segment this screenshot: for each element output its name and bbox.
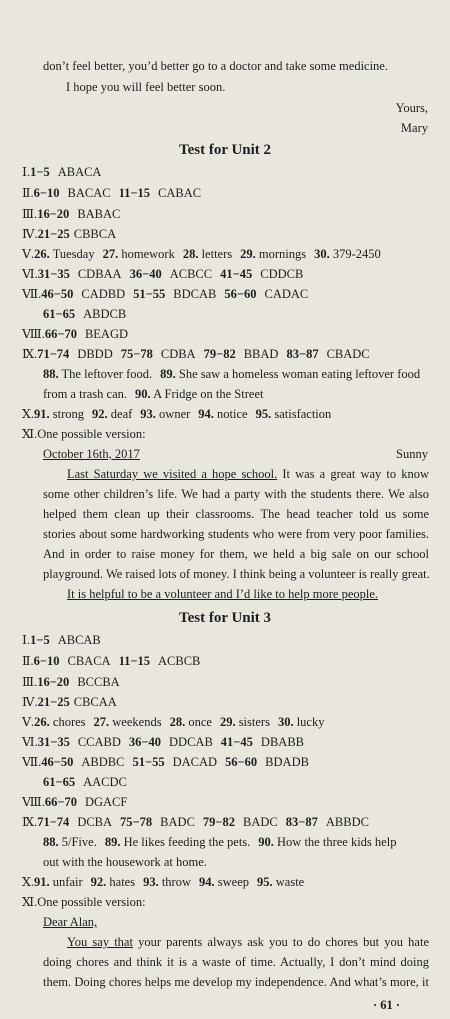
essay-line: some other children’s life. We had a party with the students there. We also <box>43 487 429 501</box>
answer-row: Ⅶ.46−50 CADBD 51−55 BDCAB 56−60 CADAC <box>22 287 309 301</box>
answer-row: Ⅲ.16−20 BABAC <box>22 207 121 221</box>
answer-row: Ⅷ.66−70 DGACF <box>22 795 128 809</box>
answer-row: Ⅳ.21−25 CBCAA <box>22 695 117 709</box>
page-number: · 61 · <box>373 998 401 1012</box>
essay-line: It is helpful to be a volunteer and I’d like to help more people. <box>67 587 379 601</box>
answer-row: Ⅺ.One possible version: <box>22 427 146 441</box>
answer-row: Ⅹ.91. strong 92. deaf 93. owner 94. notice 95. satisfaction <box>22 407 332 421</box>
essay-line: playground. We raised lots of money. I think being a volunteer is really great. <box>43 567 430 581</box>
essay-line: You say that your parents always ask you to do chores but you hate <box>67 935 429 949</box>
answer-row: Ⅵ.31−35 CDBAA 36−40 ACBCC 41−45 CDDCB <box>22 267 304 281</box>
answer-row: Ⅳ.21−25 CBBCA <box>22 227 117 241</box>
answer-row: Ⅴ.26. Tuesday 27. homework 28. letters 29. mornings 30. 379-2450 <box>22 247 381 261</box>
answer-row: Ⅰ.1−5 ABACA <box>22 165 102 179</box>
letter-closing: Yours, <box>395 101 428 115</box>
letter-line: I hope you will feel better soon. <box>66 80 226 94</box>
answer-row: Ⅱ.6−10 CBACA 11−15 ACBCB <box>22 654 201 668</box>
answer-row: Ⅸ.71−74 DCBA 75−78 BADC 79−82 BADC 83−87 ABBDC <box>22 815 369 829</box>
answer-row: 61−65 ABDCB <box>43 307 127 321</box>
section-title-unit-3: Test for Unit 3 <box>178 610 272 626</box>
section-title-unit-2: Test for Unit 2 <box>178 142 272 158</box>
answer-row: Ⅹ.91. unfair 92. hates 93. throw 94. sweep 95. waste <box>22 875 305 889</box>
answer-row: from a trash can. 90. A Fridge on the Street <box>43 387 264 401</box>
letter-signature: Mary <box>400 121 428 135</box>
essay-line: Last Saturday we visited a hope school. It was a great way to know <box>67 467 430 481</box>
answer-row: 88. The leftover food. 89. She saw a homeless woman eating leftover food <box>43 367 421 381</box>
answer-row: out with the housework at home. <box>43 855 207 869</box>
essay-line: And in order to raise money for them, we held a big sale on our school <box>43 547 429 561</box>
essay-date: October 16th, 2017 <box>43 447 140 461</box>
answer-row: 61−65 AACDC <box>43 775 127 789</box>
essay-line: stories about some hardworking students who were from very poor families. <box>43 527 429 541</box>
answer-row: Ⅷ.66−70 BEAGD <box>22 327 129 341</box>
answer-row: Ⅺ.One possible version: <box>22 895 146 909</box>
answer-row: Ⅰ.1−5 ABCAB <box>22 633 101 647</box>
letter-line: don’t feel better, you’d better go to a doctor and take some medicine. <box>43 59 388 73</box>
essay-line: them. Doing chores helps me develop my independence. And what’s more, it <box>43 975 429 989</box>
answer-row: Ⅴ.26. chores 27. weekends 28. once 29. sisters 30. lucky <box>22 715 325 729</box>
answer-row: 88. 5/Five. 89. He likes feeding the pets. 90. How the three kids help <box>43 835 397 849</box>
answer-row: Ⅸ.71−74 DBDD 75−78 CDBA 79−82 BBAD 83−87 CBADC <box>22 347 370 361</box>
letter-greeting: Dear Alan, <box>43 915 98 929</box>
answer-row: Ⅶ.46−50 ABDBC 51−55 DACAD 56−60 BDADB <box>22 755 309 769</box>
essay-line: helped them clean up their classrooms. The head teacher told us some <box>43 507 429 521</box>
essay-author: Sunny <box>396 447 428 461</box>
answer-row: Ⅱ.6−10 BACAC 11−15 CABAC <box>22 186 202 200</box>
answer-row: Ⅵ.31−35 CCABD 36−40 DDCAB 41−45 DBABB <box>22 735 304 749</box>
answer-row: Ⅲ.16−20 BCCBA <box>22 675 120 689</box>
essay-line: doing chores and think it is a waste of time. Actually, I don’t mind doing <box>43 955 429 969</box>
